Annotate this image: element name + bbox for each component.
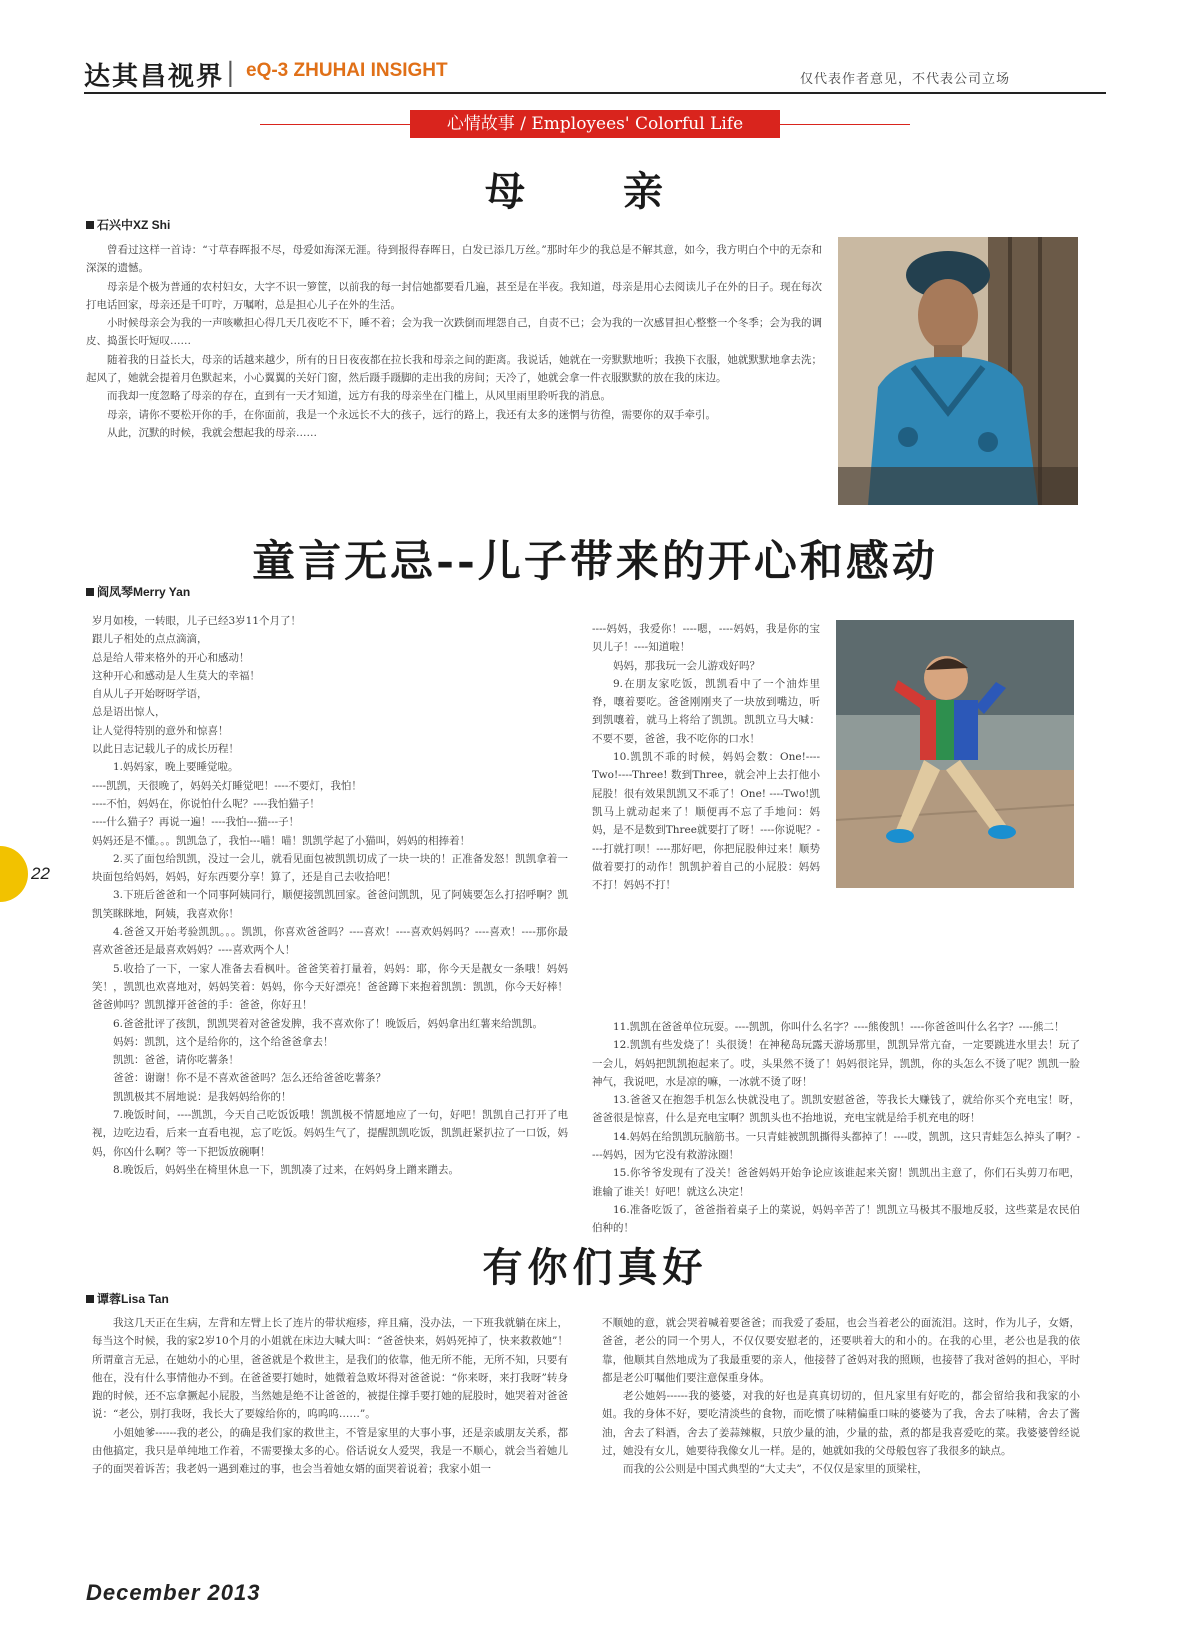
paragraph: 妈妈，那我玩一会儿游戏好吗？ bbox=[613, 659, 760, 672]
header-separator: | bbox=[226, 58, 235, 88]
section-banner: 心情故事 / Employees' Colorful Life bbox=[410, 110, 780, 138]
article-title-mother: 母 亲 bbox=[485, 168, 705, 215]
byline-author: 石兴中XZ Shi bbox=[97, 218, 171, 232]
paragraph: ----凯凯，天很晚了，妈妈关灯睡觉吧！----不要灯，我怕！ bbox=[92, 779, 362, 792]
paragraph: 凯凯：爸爸，请你吃薯条！ bbox=[113, 1054, 239, 1067]
paragraph: 以此日志记载儿子的成长历程！ bbox=[92, 743, 239, 756]
paragraph: 妈妈：凯凯，这个是给你的，这个给爸爸拿去！ bbox=[113, 1035, 334, 1048]
paragraph: ----妈妈，我爱你！----嗯，----妈妈，我是你的宝贝儿子！----知道啦！ bbox=[592, 623, 820, 654]
magazine-title: 达其昌视界 bbox=[84, 62, 225, 92]
magazine-brand: eQ-3 ZHUHAI INSIGHT bbox=[246, 60, 448, 81]
byline-marker bbox=[86, 1295, 94, 1303]
paragraph: 妈妈还是不懂。。。凯凯急了，我怕---喵！喵！凯凯学起了小猫叫，妈妈的相捧着！ bbox=[92, 834, 471, 847]
paragraph: 而我的公公则是中国式典型的“大丈夫”，不仅仅是家里的顶梁柱， bbox=[623, 1463, 928, 1476]
byline-author: 谭蓉Lisa Tan bbox=[97, 1292, 169, 1306]
byline-author: 阎凤琴Merry Yan bbox=[97, 585, 191, 599]
paragraph: 曾看过这样一首诗：“寸草春晖报不尽，母爱如海深无涯。待到报得春晖日，白发已添几万丝。”那时年少的我总是不解其意，如今，我方明白个中的无奈和深深的遗憾。 bbox=[86, 244, 822, 275]
paragraph: 跟儿子相处的点点滴滴， bbox=[92, 633, 208, 646]
article-child-col2 bbox=[592, 620, 820, 894]
article-child-col2-wide bbox=[592, 1018, 1080, 1238]
child-portrait-illustration bbox=[836, 620, 1074, 888]
paragraph: 5.收拾了一下，一家人准备去看枫叶。爸爸笑着打量着，妈妈：耶，你今天是靓女一条哦！妈妈笑！，凯凯也欢喜地对，妈妈笑着：妈妈，你今天好漂亮！爸爸蹲下来抱着凯凯：凯凯，你今天好棒！爸爸帅吗？凯凯撑开爸爸的手：爸爸，你好丑！ bbox=[92, 962, 568, 1012]
paragraph: 让人觉得特别的意外和惊喜！ bbox=[92, 724, 229, 737]
page-number-tab bbox=[0, 846, 28, 902]
paragraph: 6.爸爸批评了孩凯，凯凯哭着对爸爸发脾，我不喜欢你了！晚饭后，妈妈拿出红薯来给凯凯。 bbox=[113, 1017, 544, 1030]
paragraph: 爸爸：谢谢！你不是不喜欢爸爸吗？怎么还给爸爸吃薯条？ bbox=[113, 1072, 386, 1085]
paragraph: 小时候母亲会为我的一声咳嗽担心得几天几夜吃不下，睡不着；会为我一次跌倒而埋怨自己，自责不已；会为我的一次感冒担心整整一个冬季；会为我的调皮、捣蛋长吁短叹…… bbox=[86, 317, 822, 348]
paragraph: 自从儿子开始呀呀学语， bbox=[92, 688, 208, 701]
byline-family bbox=[86, 1290, 169, 1307]
paragraph: 随着我的日益长大，母亲的话越来越少，所有的日日夜夜都在拉长我和母亲之间的距离。我说话，她就在一旁默默地听；我换下衣服，她就默默地拿去洗；起风了，她就会提着月色默起来，小心翼翼的关好门窗，然后蹑手蹑脚的走出我的房间；天冷了，她就会拿一件衣服默默的放在我的床边。 bbox=[86, 353, 822, 385]
paragraph: 小姐她爹------我的老公，的确是我们家的救世主，不管是家里的大事小事，还是亲戚朋友关系，都由他搞定，我只是单纯地工作着，不需要操太多的心。俗话说女人爱哭，我是一不顺心，就会当着她儿子的面哭着诉苦；我老妈一遇到难过的事，也会当着她女婿的面哭着说着；我家小姐一 bbox=[92, 1426, 568, 1476]
article-family-col2 bbox=[602, 1314, 1080, 1479]
paragraph: 7.晚饭时间，----凯凯，今天自己吃饭饭哦！凯凯极不情愿地应了一句，好吧！凯凯自己打开了电视，边吃边看，后来一直看电视，忘了吃饭。妈妈生气了，提醒凯凯吃饭，凯凯赶紧扒拉了一口饭，妈妈，你凶什么啊？等一下把饭放碗啊！ bbox=[92, 1109, 568, 1158]
byline-marker bbox=[86, 221, 94, 229]
page-number: 22 bbox=[31, 864, 50, 883]
byline-child bbox=[86, 583, 190, 600]
paragraph: 岁月如梭，一转眼，儿子已经3岁11个月了！ bbox=[92, 615, 302, 627]
article-family-col1 bbox=[92, 1314, 568, 1479]
paragraph: 我这几天正在生病，左背和左臂上长了连片的带状疱疹，痒且痛，没办法，一下班我就躺在床上，每当这个时候，我的家2岁10个月的小姐就在床边大喊大叫：“爸爸快来，妈妈死掉了，快来救救她”！所谓童言无忌，在她幼小的心里，爸爸就是个救世主，是我们的依靠，他无所不能，无所不知，只要有他在，没有什么事情他办不到。在爸爸要打她时，她微着急败坏得对爸爸说：“你来呀，来打我呀”转身跑的时候，还不忘拿撅起小屁股，当然她是绝不让爸爸的，被提住撑手要打她的屁股时，她哭着对爸爸说：“老公，别打我呀，我长大了要嫁给你的，呜呜呜……”。 bbox=[92, 1317, 568, 1421]
paragraph: 2.买了面包给凯凯，没过一会儿，就看见面包被凯凯切成了一块一块的！正准备发怒！凯凯拿着一块面包给妈妈，妈妈，好东西要分享！算了，还是自己去收拾吧！ bbox=[92, 852, 568, 884]
issue-date: December 2013 bbox=[86, 1580, 261, 1605]
paragraph: 10.凯凯不乖的时候，妈妈会数：One!----Two!----Three! 数到Three，就会冲上去打他小屁股！很有效果凯凯又不乖了！One! ----Two!凯凯马上就动起来了！顺便再不忘了手地问：妈妈，是不是数到Three就要打了呀！----你说呢？----打就打呗！----那好吧，你把屁股伸过来！顺势做着要打的动作！凯凯护着自己的小屁股：妈妈不打！妈妈不打！ bbox=[592, 751, 820, 892]
paragraph: 4.爸爸又开始考验凯凯。。。凯凯，你喜欢爸爸吗？----喜欢！----喜欢妈妈吗？----喜欢！----那你最喜欢爸爸还是最喜欢妈妈？----喜欢两个人！ bbox=[92, 926, 568, 957]
paragraph: 老公她妈------我的婆婆，对我的好也是真真切切的，但凡家里有好吃的，都会留给我和我家的小姐。我的身体不好，要吃清淡些的食物，而吃惯了味精偏重口味的婆婆为了我，舍去了味精，舍去了酱油，舍去了料酒，舍去了姜蒜辣椒，只放少量的油，少量的盐，煮的都是我喜爱吃的菜。我婆婆曾经说过，她没有女儿，她要待我像女儿一样。是的，她就如我的父母般包容了我很多的缺点。 bbox=[602, 1390, 1080, 1458]
article-body-mother bbox=[86, 241, 822, 442]
paragraph: 1.妈妈家，晚上要睡觉啦。 bbox=[113, 761, 239, 774]
child-photo bbox=[836, 620, 1074, 888]
paragraph: 9.在朋友家吃饭，凯凯看中了一个油炸里脊，嚷着要吃。爸爸刚刚夹了一块放到嘴边，听到凯嚷着，就马上将给了凯凯。凯凯立马大喊：不要不要，爸爸，我不吃你的口水！ bbox=[592, 677, 820, 745]
paragraph: 总是语出惊人， bbox=[92, 706, 166, 719]
paragraph: 从此，沉默的时候，我就会想起我的母亲…… bbox=[107, 426, 317, 439]
byline-marker bbox=[86, 588, 94, 596]
paragraph: 16.准备吃饭了，爸爸指着桌子上的菜说，妈妈辛苦了！凯凯立马极其不服地反驳，这些菜是农民伯伯种的！ bbox=[592, 1203, 1080, 1235]
banner-line-right bbox=[780, 124, 910, 125]
paragraph: 8.晚饭后，妈妈坐在椅里休息一下，凯凯凑了过来，在妈妈身上蹭来蹭去。 bbox=[113, 1163, 460, 1176]
article-child-col1 bbox=[92, 612, 568, 1179]
banner-line-left bbox=[260, 124, 410, 125]
paragraph: 不顺她的意，就会哭着喊着要爸爸；而我爱了委屈，也会当着老公的面流泪。这时，作为儿子，女婿，爸爸，老公的同一个男人，不仅仅要安慰老的，还要哄着大的和小的。在我的心里，老公也是我的依靠，他顺其自然地成为了我最重要的亲人，他接替了爸妈对我的照顾，也接替了我对爸妈的担心，平时都是老公叮嘱他们要注意保重身体。 bbox=[602, 1317, 1080, 1384]
paragraph: 3.下班后爸爸和一个同事阿姨同行，顺便接凯凯回家。爸爸问凯凯，见了阿姨要怎么打招呼啊？凯凯笑眯眯地，阿姨，我喜欢你！ bbox=[92, 889, 568, 920]
paragraph: ----什么猫子？再说一遍！----我怕---猫---子！ bbox=[92, 816, 300, 829]
paragraph: 母亲，请你不要松开你的手，在你面前，我是一个永远长不大的孩子，远行的路上，我还有太多的迷惘与彷徨，需要你的双手牵引。 bbox=[107, 408, 716, 421]
paragraph: 母亲是个极为普通的农村妇女，大字不识一箩筐，以前我的每一封信她都要看几遍，甚至是在半夜。我知道，母亲是用心去阅读儿子在外的日子。现在每次打电话回家，母亲还是千叮咛，万嘱咐，总是担心儿子在外的生活。 bbox=[86, 280, 822, 311]
paragraph: 11.凯凯在爸爸单位玩耍。----凯凯，你叫什么名字？----熊俊凯！----你爸爸叫什么名字？----熊二！ bbox=[613, 1021, 1065, 1033]
mother-photo bbox=[838, 237, 1078, 505]
paragraph: 15.你爷爷发现有了没关！爸爸妈妈开始争论应该谁起来关窗！凯凯出主意了，你们石头剪刀布吧，谁输了谁关！好吧！就这么决定！ bbox=[592, 1167, 1080, 1198]
paragraph: 13.爸爸又在抱怨手机怎么快就没电了。凯凯安慰爸爸，等我长大赚钱了，就给你买个充电宝！呀，爸爸很是惊喜，什么是充电宝啊？凯凯头也不抬地说，充电宝就是给手机充电的呀！ bbox=[592, 1094, 1080, 1125]
byline-mother bbox=[86, 216, 170, 233]
paragraph: 而我却一度忽略了母亲的存在，直到有一天才知道，远方有我的母亲坐在门槛上，从风里雨里聆听我的消息。 bbox=[107, 390, 611, 403]
paragraph: ----不怕，妈妈在，你说怕什么呢？----我怕猫子！ bbox=[92, 797, 320, 810]
paragraph: 12.凯凯有些发烧了！头很烫！在神秘岛玩露天游场那里，凯凯异常亢奋，一定要跳进水里去！玩了一会儿，妈妈把凯凯抱起来了。哎，头果然不烫了！妈妈很诧异，凯凯，你的头怎么不烫了呢？凯凯一脸神气，我说吧，水是凉的嘛，一冰就不烫了呀！ bbox=[592, 1039, 1080, 1088]
article-title-family: 有你们真好 bbox=[482, 1244, 708, 1291]
header-rule bbox=[84, 92, 1106, 94]
paragraph: 14.妈妈在给凯凯玩脑筋书。一只青蛙被凯凯撕得头都掉了！----哎，凯凯，这只青蛙怎么掉头了啊？----妈妈，因为它没有救游泳圈！ bbox=[592, 1130, 1080, 1162]
header-disclaimer: 仅代表作者意见，不代表公司立场 bbox=[800, 72, 1011, 87]
paragraph: 这种开心和感动是人生莫大的幸福！ bbox=[92, 669, 260, 682]
mother-portrait-illustration bbox=[838, 237, 1078, 505]
article-title-child: 童言无忌--儿子带来的开心和感动 bbox=[252, 537, 938, 587]
paragraph: 总是给人带来格外的开心和感动！ bbox=[92, 651, 250, 664]
paragraph: 凯凯极其不屑地说：是我妈妈给你的！ bbox=[113, 1090, 292, 1103]
